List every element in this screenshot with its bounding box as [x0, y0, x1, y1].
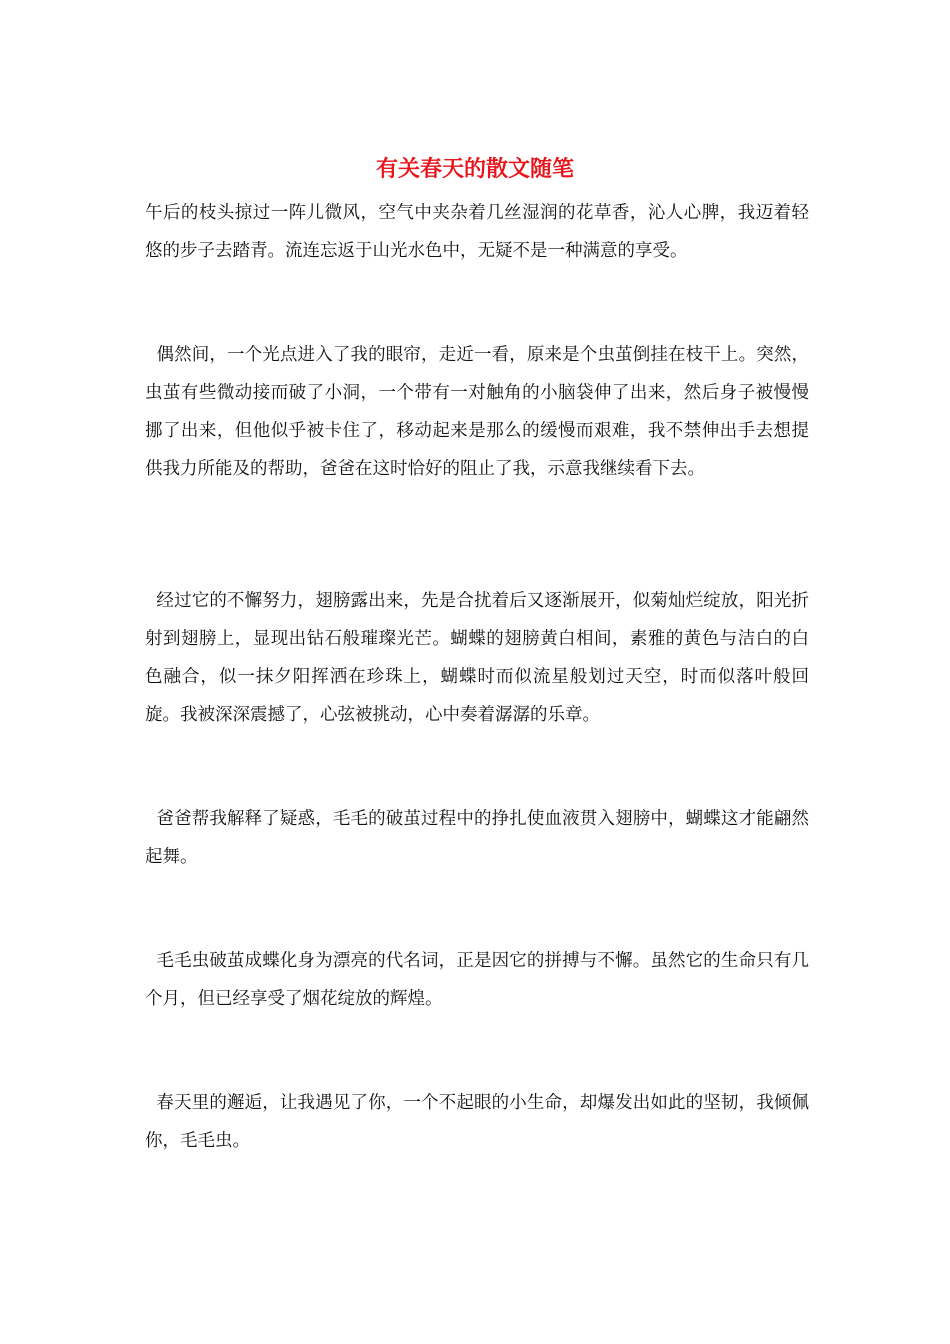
paragraph-6: 春天里的邂逅，让我遇见了你，一个不起眼的小生命，却爆发出如此的坚韧，我倾佩你，毛毛虫。: [145, 1093, 809, 1151]
paragraph-5: 毛毛虫破茧成蝶化身为漂亮的代名词，正是因它的拼搏与不懈。虽然它的生命只有几个月，但已经享受了烟花绽放的辉煌。: [145, 951, 809, 1009]
paragraph-1: 午后的枝头掠过一阵儿微风，空气中夹杂着几丝湿润的花草香，沁人心脾，我迈着轻悠的步子去踏青。流连忘返于山光水色中，无疑不是一种满意的享受。: [145, 203, 809, 261]
paragraph-4: 爸爸帮我解释了疑惑，毛毛的破茧过程中的挣扎使血液贯入翅膀中，蝴蝶这才能翩然起舞。: [145, 809, 809, 867]
document-title: 有关春天的散文随笔: [375, 156, 574, 182]
paragraph-2: 偶然间，一个光点进入了我的眼帘，走近一看，原来是个虫茧倒挂在枝干上。突然，虫茧有些微动接而破了小洞，一个带有一对触角的小脑袋伸了出来，然后身子被慢慢挪了出来，但他似乎被卡住了，移动起来是那么的缓慢而艰难，我不禁伸出手去想提供我力所能及的帮助，爸爸在这时恰好的阻止了我，示意我继续看下去。: [145, 345, 809, 479]
paragraph-3: 经过它的不懈努力，翅膀露出来，先是合扰着后又逐渐展开，似菊灿烂绽放，阳光折射到翅膀上，显现出钻石般璀璨光芒。蝴蝶的翅膀黄白相间，素雅的黄色与洁白的白色融合，似一抹夕阳挥洒在珍珠上，蝴蝶时而似流星般划过天空，时而似落叶般回旋。我被深深震撼了，心弦被挑动，心中奏着潺潺的乐章。: [145, 591, 809, 725]
